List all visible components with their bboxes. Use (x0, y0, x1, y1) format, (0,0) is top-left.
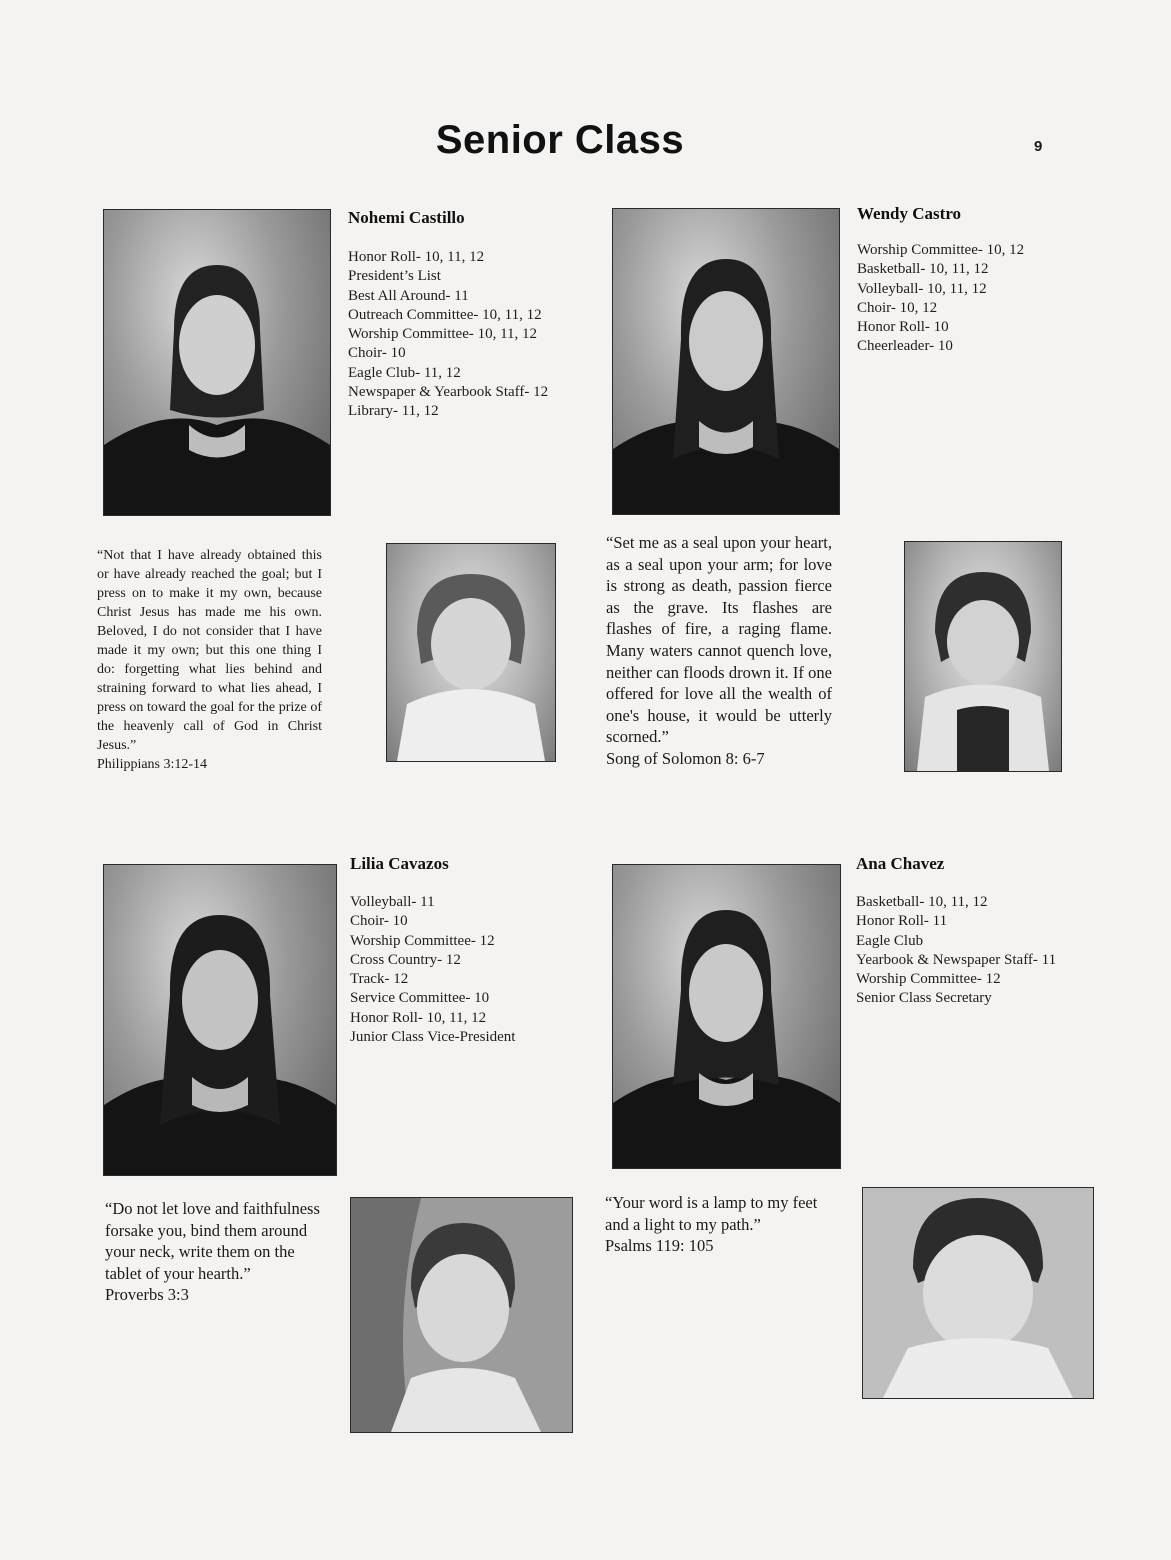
activity-item: Choir- 10, 12 (857, 299, 938, 316)
senior-portrait-photo (612, 208, 840, 515)
activity-item: Junior Class Vice-President (350, 1029, 516, 1046)
activity-item: Track- 12 (350, 971, 409, 988)
senior-quote (605, 1192, 833, 1257)
activities-list (350, 893, 515, 1047)
senior-name: Nohemi Castillo (348, 208, 465, 227)
activity-item: Outreach Committee- 10, 11, 12 (348, 306, 542, 323)
activities-list (348, 248, 548, 422)
activity-item: Cross Country- 12 (350, 951, 461, 968)
quote-text: “Not that I have already obtained this or have already reached the goal; but I press on to make it my own, because Christ Jesus has made me his own. Beloved, I do not consider that I have made it my own; but this one thing I do: forgetting what lies behind and straining forward to what lies ahead, I press on toward the goal for the prize of the heavenly call of God in Christ Jesus.” (97, 548, 322, 753)
activity-item: Yearbook & Newspaper Staff- 11 (856, 951, 1057, 968)
activity-item: Eagle Club- 11, 12 (348, 364, 461, 381)
senior-name: Ana Chavez (856, 854, 945, 873)
senior-name: Wendy Castro (857, 204, 962, 223)
senior-portrait-photo (612, 864, 841, 1169)
quote-reference: Philippians 3:12-14 (97, 757, 208, 772)
activity-item: Honor Roll- 10, 11, 12 (350, 1009, 487, 1026)
activities-list (857, 241, 1024, 357)
quote-text: “Your word is a lamp to my feet and a light to my path.” (605, 1193, 818, 1234)
activity-item: Eagle Club (856, 932, 924, 949)
activity-item: Library- 11, 12 (348, 403, 439, 420)
activity-item: Honor Roll- 10, 11, 12 (348, 249, 485, 265)
activity-item: Honor Roll- 11 (856, 913, 948, 930)
activities-list (856, 893, 1056, 1009)
senior-portrait-photo (103, 209, 331, 516)
baby-photo (386, 543, 556, 762)
activity-item: Basketball- 10, 11, 12 (856, 894, 988, 910)
quote-text: “Do not let love and faithfulness forsake you, bind them around your neck, write them on the tablet of your hearth.” (105, 1199, 320, 1283)
page-number: 9 (1034, 138, 1043, 155)
quote-reference: Proverbs 3:3 (105, 1285, 189, 1305)
page-title: Senior Class (435, 118, 685, 162)
activity-item: Service Committee- 10 (350, 990, 490, 1007)
activity-item: Newspaper & Yearbook Staff- 12 (348, 384, 549, 401)
activity-item: Choir- 10 (350, 913, 408, 930)
baby-photo (862, 1187, 1094, 1399)
quote-reference: Song of Solomon 8: 6-7 (606, 748, 765, 768)
activity-item: Worship Committee- 12 (350, 932, 495, 949)
senior-quote (105, 1198, 333, 1306)
activity-item: Worship Committee- 12 (856, 971, 1001, 988)
activity-item: Volleyball- 10, 11, 12 (857, 280, 987, 297)
activity-item: Senior Class Secretary (856, 990, 992, 1007)
activity-item: Best All Around- 11 (348, 287, 469, 304)
senior-portrait-photo (103, 864, 337, 1176)
activity-item: Worship Committee- 10, 12 (857, 242, 1025, 258)
quote-text: “Set me as a seal upon your heart, as a seal upon your arm; for love is strong as death, passion fierce as the grave. Its flashes are flashes of fire, a raging flame. Many waters cannot quench love, neither can floods drown it. If one offered for love all the wealth of one's house, it would be utterly scorned.” (606, 533, 832, 747)
activity-item: Cheerleader- 10 (857, 338, 953, 355)
senior-name: Lilia Cavazos (350, 854, 449, 873)
senior-quote (606, 532, 832, 770)
activity-item: Honor Roll- 10 (857, 319, 949, 336)
activity-item: Worship Committee- 10, 11, 12 (348, 326, 538, 343)
baby-photo (350, 1197, 573, 1433)
baby-photo (904, 541, 1062, 772)
activity-item: Basketball- 10, 11, 12 (857, 261, 989, 278)
senior-quote (97, 546, 322, 774)
quote-reference: Psalms 119: 105 (605, 1236, 714, 1256)
activity-item: President’s List (348, 268, 441, 285)
activity-item: Choir- 10 (348, 345, 406, 362)
activity-item: Volleyball- 11 (350, 894, 435, 910)
